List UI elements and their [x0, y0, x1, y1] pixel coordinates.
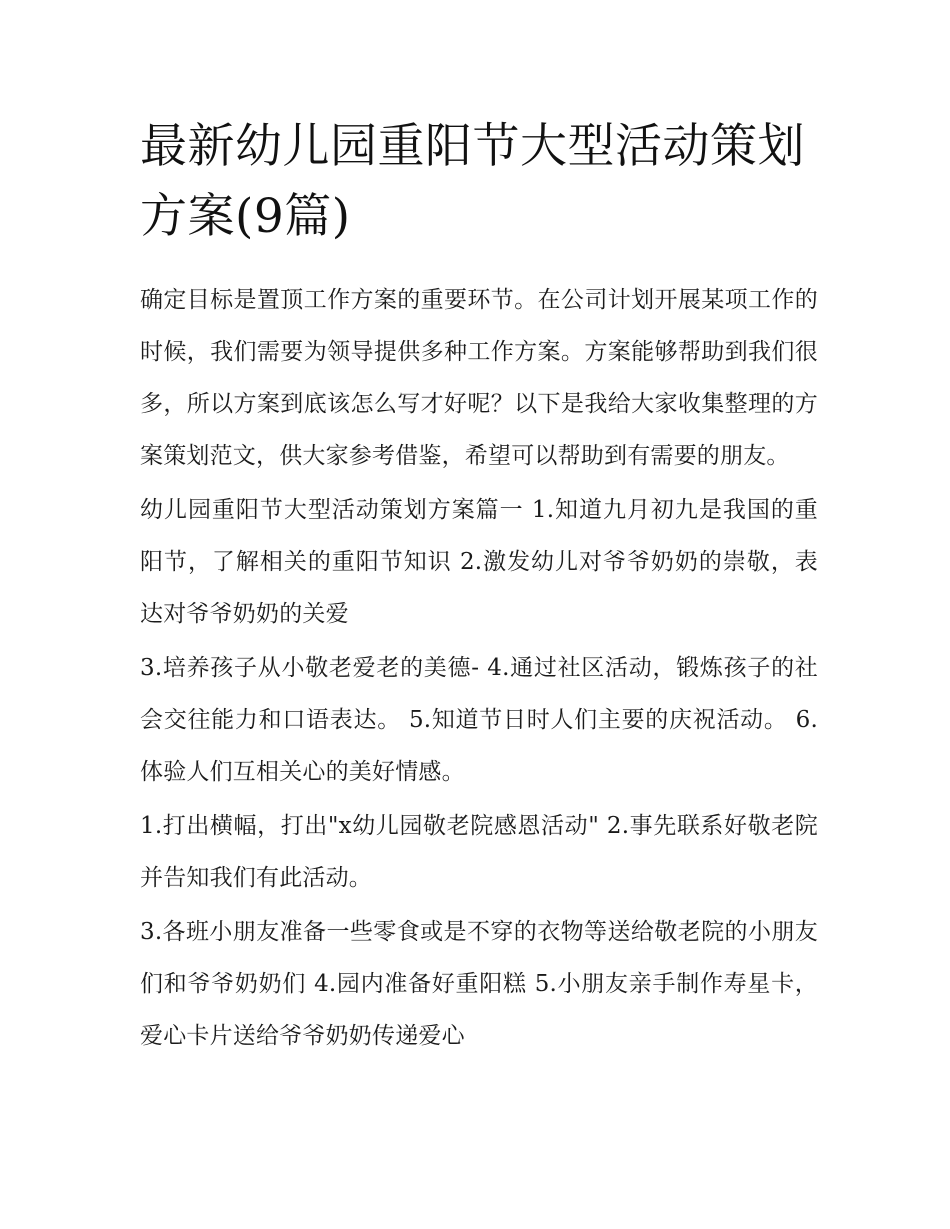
intro-paragraph: 确定目标是置顶工作方案的重要环节。在公司计划开展某项工作的时候，我们需要为领导提供多种工作方案。方案能够帮助到我们很多，所以方案到底该怎么写才好呢？以下是我给大家收集整理的方案策划范文，供大家参考借鉴，希望可以帮助到有需要的朋友。	[140, 287, 818, 469]
document-body	[140, 274, 818, 1064]
preparation-paragraph: 1.打出横幅，打出"x幼儿园敬老院感恩活动" 2.事先联系好敬老院并告知我们有此活动。	[140, 813, 818, 891]
document-title: 最新幼儿园重阳节大型活动策划方案(9篇)	[140, 119, 805, 244]
plan-one-goals-paragraph: 幼儿园重阳节大型活动策划方案篇一 1.知道九月初九是我国的重阳节，了解相关的重阳节知识 2.激发幼儿对爷爷奶奶的崇敬，表达对爷爷奶奶的关爱	[140, 497, 818, 627]
preparation-continued-paragraph: 3.各班小朋友准备一些零食或是不穿的衣物等送给敬老院的小朋友们和爷爷奶奶们 4.园内准备好重阳糕 5.小朋友亲手制作寿星卡，爱心卡片送给爷爷奶奶传递爱心	[140, 919, 818, 1049]
plan-one-goals-continued-paragraph: 3.培养孩子从小敬老爱老的美德- 4.通过社区活动，锻炼孩子的社会交往能力和口语表达。 5.知道节日时人们主要的庆祝活动。 6.体验人们互相关心的美好情感。	[140, 655, 818, 785]
